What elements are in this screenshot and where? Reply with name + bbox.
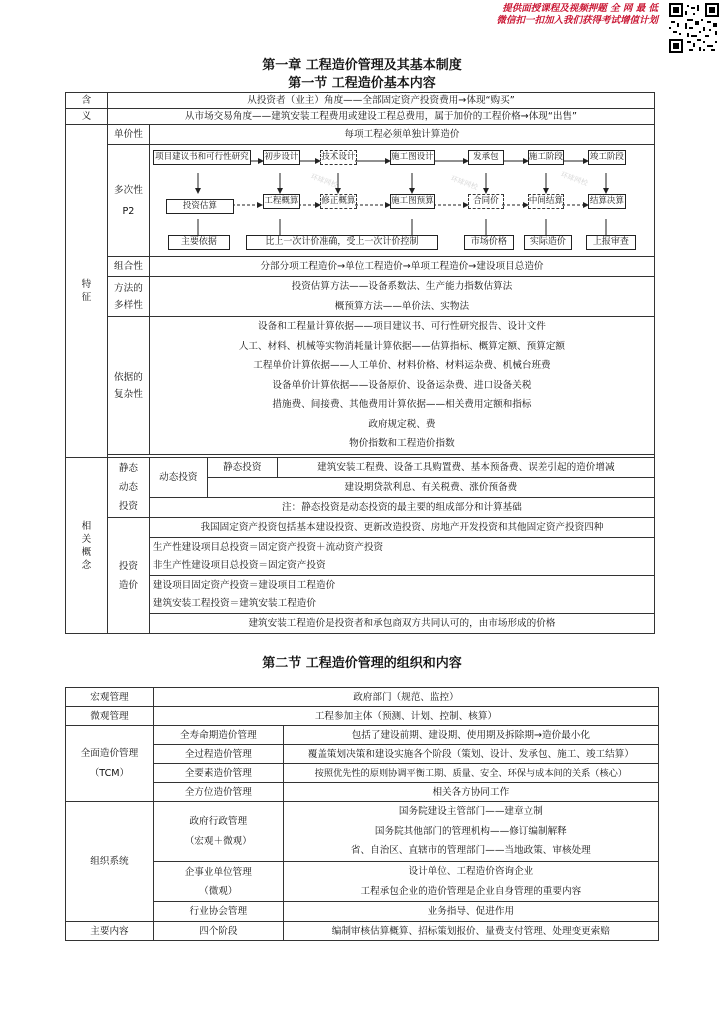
flow-label-3: 市场价格 xyxy=(464,235,514,250)
flow-label-4: 实际造价 xyxy=(524,235,572,250)
flow-price-2: 工程概算 xyxy=(263,194,300,209)
yiju-line: 措施费、间接费、其他费用计算依据——相关费用定额和指标 xyxy=(272,399,532,411)
hanyi-line1: 从投资者（业主）角度——全部固定资产投资费用→体现“购买” xyxy=(107,93,654,109)
promo-banner xyxy=(398,3,658,27)
hongguan-label: 宏观管理 xyxy=(66,688,154,707)
section2-title: 第二节 工程造价管理的组织和内容 xyxy=(262,656,462,671)
yiju-label: 依据的 复杂性 xyxy=(107,317,149,455)
touzi-line2b: 非生产性建设项目总投资＝固定资产投资 xyxy=(149,557,654,576)
flow-price-1: 投资估算 xyxy=(166,199,234,214)
jingtai-value: 建筑安装工程费、设备工具购置费、基本预备费、误差引起的造价增减 xyxy=(277,458,654,478)
yiju-line: 人工、材料、机械等实物消耗量计算依据——估算指标、概算定额、预算定额 xyxy=(238,340,566,352)
dongtai-label: 动态投资 xyxy=(149,458,207,498)
promo-line-2: 微信扣一扣加入我们获得考试增值计划 xyxy=(496,15,658,26)
qiye-label: 企事业单位管理 （微观） xyxy=(153,862,283,902)
touzi-line4: 建筑安装工程造价是投资者和承包商双方共同认可的，由市场形成的价格 xyxy=(149,614,654,634)
zuzhi-label: 组织系统 xyxy=(66,802,154,922)
tcm-row-name: 全过程造价管理 xyxy=(153,745,283,764)
flow-price-5: 合同价 xyxy=(468,194,504,209)
hanyi-label-2: 义 xyxy=(66,109,108,125)
tcm-row-name: 全寿命期造价管理 xyxy=(153,726,283,745)
yiju-value xyxy=(149,317,654,455)
zuhe-value: 分部分项工程造价→单位工程造价→单项工程造价→建设项目总造价 xyxy=(149,257,654,277)
flow-price-4: 施工图预算 xyxy=(390,194,435,209)
flow-label-1: 主要依据 xyxy=(168,235,230,250)
tcm-row-name: 全方位造价管理 xyxy=(153,783,283,802)
yiju-line: 设备和工程量计算依据——项目建议书、可行性研究报告、设计文件 xyxy=(258,321,546,333)
zhuyao-label: 主要内容 xyxy=(66,922,154,941)
xiangguan-label: 相 关 概 念 xyxy=(66,458,108,634)
yiju-line: 物价指数和工程造价指数 xyxy=(349,438,455,450)
section1-title: 第一节 工程造价基本内容 xyxy=(288,76,436,91)
tcm-row-value: 包括了建设前期、建设期、使用期及拆除期→造价最小化 xyxy=(283,726,658,745)
flow-stage-7: 竣工阶段 xyxy=(588,150,626,165)
watermark: 环球网校 xyxy=(309,171,339,190)
hangye-label: 行业协会管理 xyxy=(153,902,283,922)
touzi-line3b: 建筑安装工程投资＝建筑安装工程造价 xyxy=(149,595,654,614)
fangfa-value: 投资估算方法——设备系数法、生产能力指数估算法 概预算方法——单价法、实物法 xyxy=(149,277,654,317)
tezheng-label: 特 征 xyxy=(66,125,108,458)
watermark: 环球网校 xyxy=(559,169,589,188)
zhengfu-value: 国务院建设主管部门——建章立制 国务院其他部门的管理机构——修订编制解释 省、自治区、直辖市的管理部门——当地政策、审核处理 xyxy=(283,802,658,862)
tcm-label: 全面造价管理 （TCM） xyxy=(66,726,154,802)
hangye-value: 业务指导、促进作用 xyxy=(283,902,658,922)
weiguan-label: 微观管理 xyxy=(66,707,154,726)
jd-note: 注：静态投资是动态投资的最主要的组成部分和计算基础 xyxy=(149,498,654,518)
yiju-line: 政府规定税、费 xyxy=(368,418,436,430)
zhuyao-value: 编制审核估算概算、招标策划报价、量费支付管理、处理变更索赔 xyxy=(283,922,658,941)
tcm-row-value: 相关各方协同工作 xyxy=(283,783,658,802)
hongguan-value: 政府部门（规范、监控） xyxy=(153,688,658,707)
tcm-row-value: 按照优先性的原则协调平衡工期、质量、安全、环保与成本间的关系（核心） xyxy=(283,764,658,783)
hanyi-label: 含 xyxy=(66,93,108,109)
flow-stage-3: 技术设计 xyxy=(320,150,357,165)
flow-stage-2: 初步设计 xyxy=(263,150,300,165)
flow-stage-6: 施工阶段 xyxy=(528,150,564,165)
chapter-title: 第一章 工程造价管理及其基本制度 xyxy=(262,58,462,73)
zhengfu-label: 政府行政管理 （宏观＋微观） xyxy=(153,802,283,862)
yiju-line: 工程单价计算依据——人工单价、材料价格、材料运杂费、机械台班费 xyxy=(253,360,551,372)
flow-stage-5: 发承包 xyxy=(468,150,504,165)
qiye-value: 设计单位、工程造价咨询企业 工程承包企业的造价管理是企业自身管理的重要内容 xyxy=(283,862,658,902)
flow-stage-1: 项目建议书和可行性研究 xyxy=(153,150,251,165)
danjian-label: 单价性 xyxy=(107,125,149,145)
touzi-line1: 我国固定资产投资包括基本建设投资、更新改造投资、房地产开发投资和其他固定资产投资四种 xyxy=(149,518,654,538)
dongtai-value: 建设期贷款利息、有关税费、涨价预备费 xyxy=(207,478,654,498)
touzi-line3a: 建设项目固定资产投资＝建设项目工程造价 xyxy=(149,576,654,595)
flow-price-3: 修正概算 xyxy=(320,194,357,209)
flow-stage-4: 施工图设计 xyxy=(390,150,435,165)
flow-price-6: 中间结算 xyxy=(528,194,564,209)
flow-label-5: 上报审查 xyxy=(586,235,636,250)
cost-basics-table xyxy=(65,92,655,634)
cost-management-table xyxy=(65,687,659,941)
touzi-label: 投资 造价 xyxy=(107,518,149,634)
watermark: 环球网校 xyxy=(449,173,479,192)
qr-code-icon xyxy=(669,3,719,53)
tcm-row-value: 覆盖策划决策和建设实施各个阶段（策划、设计、发承包、施工、竣工结算） xyxy=(283,745,658,764)
flow-label-2: 比上一次计价准确，受上一次计价控制 xyxy=(246,235,438,250)
fangfa-label: 方法的 多样性 xyxy=(107,277,149,317)
jingtai-label: 静态投资 xyxy=(207,458,277,478)
multi-stage-flow xyxy=(149,145,654,257)
zhuyao-mid: 四个阶段 xyxy=(153,922,283,941)
tcm-row-name: 全要素造价管理 xyxy=(153,764,283,783)
weiguan-value: 工程参加主体（预测、计划、控制、核算） xyxy=(153,707,658,726)
yiju-line: 设备单价计算依据——设备原价、设备运杂费、进口设备关税 xyxy=(272,379,532,391)
promo-line-1: 提供面授课程及视频押题 全 网 最 低 xyxy=(502,3,658,14)
flow-price-7: 结算决算 xyxy=(588,194,626,209)
zuhe-label: 组合性 xyxy=(107,257,149,277)
hanyi-line2: 从市场交易角度——建筑安装工程费用或建设工程总费用，属于加价的工程价格→体现“出售” xyxy=(107,109,654,125)
jd-label: 静态 动态 投资 xyxy=(107,458,149,518)
touzi-line2a: 生产性建设项目总投资＝固定资产投资＋流动资产投资 xyxy=(149,538,654,557)
danjian-value: 每项工程必须单独计算造价 xyxy=(149,125,654,145)
duoci-label: 多次性 P2 xyxy=(107,145,149,257)
